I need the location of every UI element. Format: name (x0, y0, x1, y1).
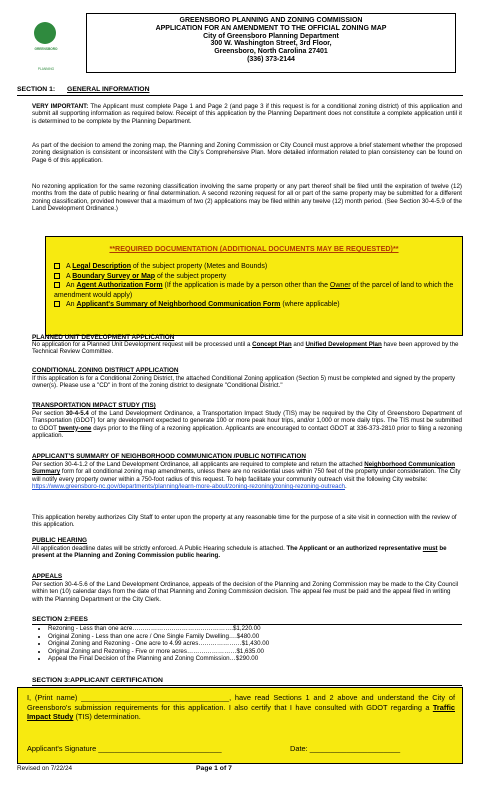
header-line-3: City of Greensboro Planning Department (203, 32, 339, 40)
tis-heading: TRANSPORTATION IMPACT STUDY (TIS) (32, 402, 156, 409)
required-item-neighborhood-summary: An Applicant's Summary of Neighborhood Communication Form (where applicable) (54, 300, 459, 310)
certification-text: I, (Print name) ____________________________________, have read Sections 1 and 2 above and understand the City of Greensboro's submission requirements for this application. I also certify that I have consulted with GDOT regarding a Traffic Impact Study (TIS) determination. (27, 693, 455, 722)
revised-date: Revised on 7/22/24 (17, 765, 73, 772)
outreach-link[interactable]: https://www.greensboro-nc.gov/departments/planning/learn-more-about/zoning-rezoning/zoning-rezoning-outreach (32, 482, 345, 490)
logo-subtext: PLANNING (37, 67, 55, 71)
header-line-4: 300 W. Washington Street, 3rd Floor, (210, 40, 332, 48)
fee-item: • Original Zoning and Rezoning - One acre to 4.99 acres…………………$1,430.00 (48, 640, 468, 648)
required-item-agent-authorization: An Agent Authorization Form (If the application is made by a person other than the Owner of the parcel of land to which the amendment would apply) (54, 282, 454, 299)
header-box (86, 13, 456, 73)
neighborhood-text: Per section 30-4-1.2 of the Land Development Ordinance, all applicants are required to complete and return the attached Neighborhood Communication Summary form for all conditional zoning map amendments, unless there are no residential uses within 750 feet of the property under consideration. The City will notify every property owner within a 750-foot radius of this request. To help facilitate your community outreach visit the following City website: https://www.greensboro-nc.gov/departments/planning/learn-more-about/zoning-rezoning/zoning-rezoning-outreach. (32, 461, 461, 490)
appeals-text: Per section 30-4-5.6 of the Land Development Ordinance, appeals of the decision of the Planning and Zoning Commission may be made to the City Council within ten (10) calendar days from the date of that Planning and Zoning Commission decision. The appeal fee must be paid and the appeal filed in writing with the Planning Department or the City Clerk. (32, 581, 459, 603)
checkbox-icon[interactable] (54, 282, 60, 288)
date-field[interactable]: Date: ______________________ (290, 744, 401, 753)
section-1-number: SECTION 1: (17, 86, 56, 93)
pud-text: No application for a Planned Unit Development request will be processed until a Concept Plan and Unified Development Plan have been approved by the Technical Review Committee. (32, 341, 459, 356)
paragraph-rezoning-limit: No rezoning application for the same rezoning classification involving the same property or any part thereof shall be filed until the expiration of twelve (12) months from the date of public hearing or final determination. A second rezoning request for all or part of the same property may be submitted for a different zoning classification, provided however that a maximum of two (2) applications may be filed within any twelve (12) month period. (See Section 30-4-5.9 of the Land Development Ordinance.) (32, 183, 462, 212)
page-number: Page 1 of 7 (196, 765, 232, 772)
section-1-heading (17, 86, 150, 93)
applicant-signature-field[interactable]: Applicant's Signature ______________________________ (27, 744, 222, 753)
fee-item: • Original Zoning and Rezoning - Five or more acres……………………$1,635.00 (48, 648, 468, 656)
fee-item: • Original Zoning - Less than one acre / One Single Family Dwelling….$480.00 (48, 633, 468, 641)
certification-heading: SECTION 3:APPLICANT CERTIFICATION (32, 677, 163, 684)
public-hearing-text: All application deadline dates will be strictly enforced. A Public Hearing schedule is attached. The Applicant or an authorized representative must be present at the Planning and Zoning Commission public hearing. (32, 545, 447, 560)
header-line-5: Greensboro, North Carolina 27401 (214, 48, 328, 56)
required-documentation-title: **REQUIRED DOCUMENTATION (ADDITIONAL DOCUMENTS MAY BE REQUESTED)** (109, 244, 399, 253)
fees-list (32, 625, 468, 663)
paragraph-important (32, 103, 462, 125)
logo-text: GREENSBORO (34, 47, 58, 51)
paragraph-consistency: As part of the decision to amend the zoning map, the Planning and Zoning Commission or City Council must approve a brief statement whether the proposed zoning designation is consistent or inconsistent with the City's Comprehensive Plan. More detailed information related to plan consistency can be found on Page 6 of this application. (32, 142, 462, 164)
neighborhood-heading: APPLICANT'S SUMMARY OF NEIGHBORHOOD COMMUNICATION /PUBLIC NOTIFICATION (32, 453, 306, 460)
header-line-2: APPLICATION FOR AN AMENDMENT TO THE OFFICIAL ZONING MAP (155, 24, 387, 32)
certification-rule (32, 685, 462, 686)
czd-text: If this application is for a Conditional Zoning District, the attached Conditional Zoning application (Section 5) must be completed and signed by the property owner(s). Please use a "CD" in front of the zoning district to designate "Conditional District." (32, 375, 456, 390)
fee-item: • Appeal the Final Decision of the Planning and Zoning Commission…$290.00 (48, 655, 468, 663)
certification-box (17, 687, 463, 764)
important-lead: VERY IMPORTANT: (32, 103, 89, 110)
section-1-title: GENERAL INFORMATION (67, 86, 150, 93)
header-line-1: GREENSBORO PLANNING AND ZONING COMMISSION (179, 17, 363, 24)
checkbox-icon[interactable] (54, 263, 60, 269)
public-hearing-heading: PUBLIC HEARING (32, 537, 88, 544)
appeals-heading: APPEALS (32, 573, 63, 580)
czd-heading: CONDITIONAL ZONING DISTRICT APPLICATION (32, 367, 179, 374)
required-documentation-box (45, 236, 463, 336)
fee-item: • Rezoning - Less than one acre………………………………………….$1,220.00 (48, 625, 468, 633)
tis-text: Per section 30-4-5.4 of the Land Development Ordinance, a Transportation Impact Study (TIS) may be required by the City of Greensboro Department of Transportation (GDOT) for any development expected to generate 100 or more peak hour trips, and/or 1,000 or more daily trips. The TIS must be submitted to GDOT twenty-one days prior to the filing of a rezoning application. Applicants are encouraged to contact GDOT at 336-373-2810 prior to filing a rezoning application. (32, 410, 463, 439)
header-line-6: (336) 373-2144 (247, 55, 295, 63)
checkbox-icon[interactable] (54, 273, 60, 279)
pud-heading: PLANNED UNIT DEVELOPMENT APPLICATION (32, 334, 175, 341)
required-item-boundary-survey: A Boundary Survey or Map of the subject property (54, 272, 459, 282)
authorization-text: This application hereby authorizes City Staff to enter upon the property at any reasonable time for the purpose of a site visit in connection with the review of this application. (32, 514, 457, 529)
important-text: The Applicant must complete Page 1 and Page 2 (and page 3 if this request is for a conditional zoning district) of this application and submit all supporting information as required below. Receipt of this application by the Planning Department does not constitute a complete application until it is determined to be complete by the Planning Department. (32, 103, 463, 125)
section-1-rule (17, 95, 463, 96)
fees-heading: SECTION 2:FEES (32, 616, 88, 623)
required-item-legal-description: A Legal Description of the subject property (Metes and Bounds) (54, 262, 459, 272)
checkbox-icon[interactable] (54, 301, 60, 307)
city-logo-icon (34, 22, 56, 44)
